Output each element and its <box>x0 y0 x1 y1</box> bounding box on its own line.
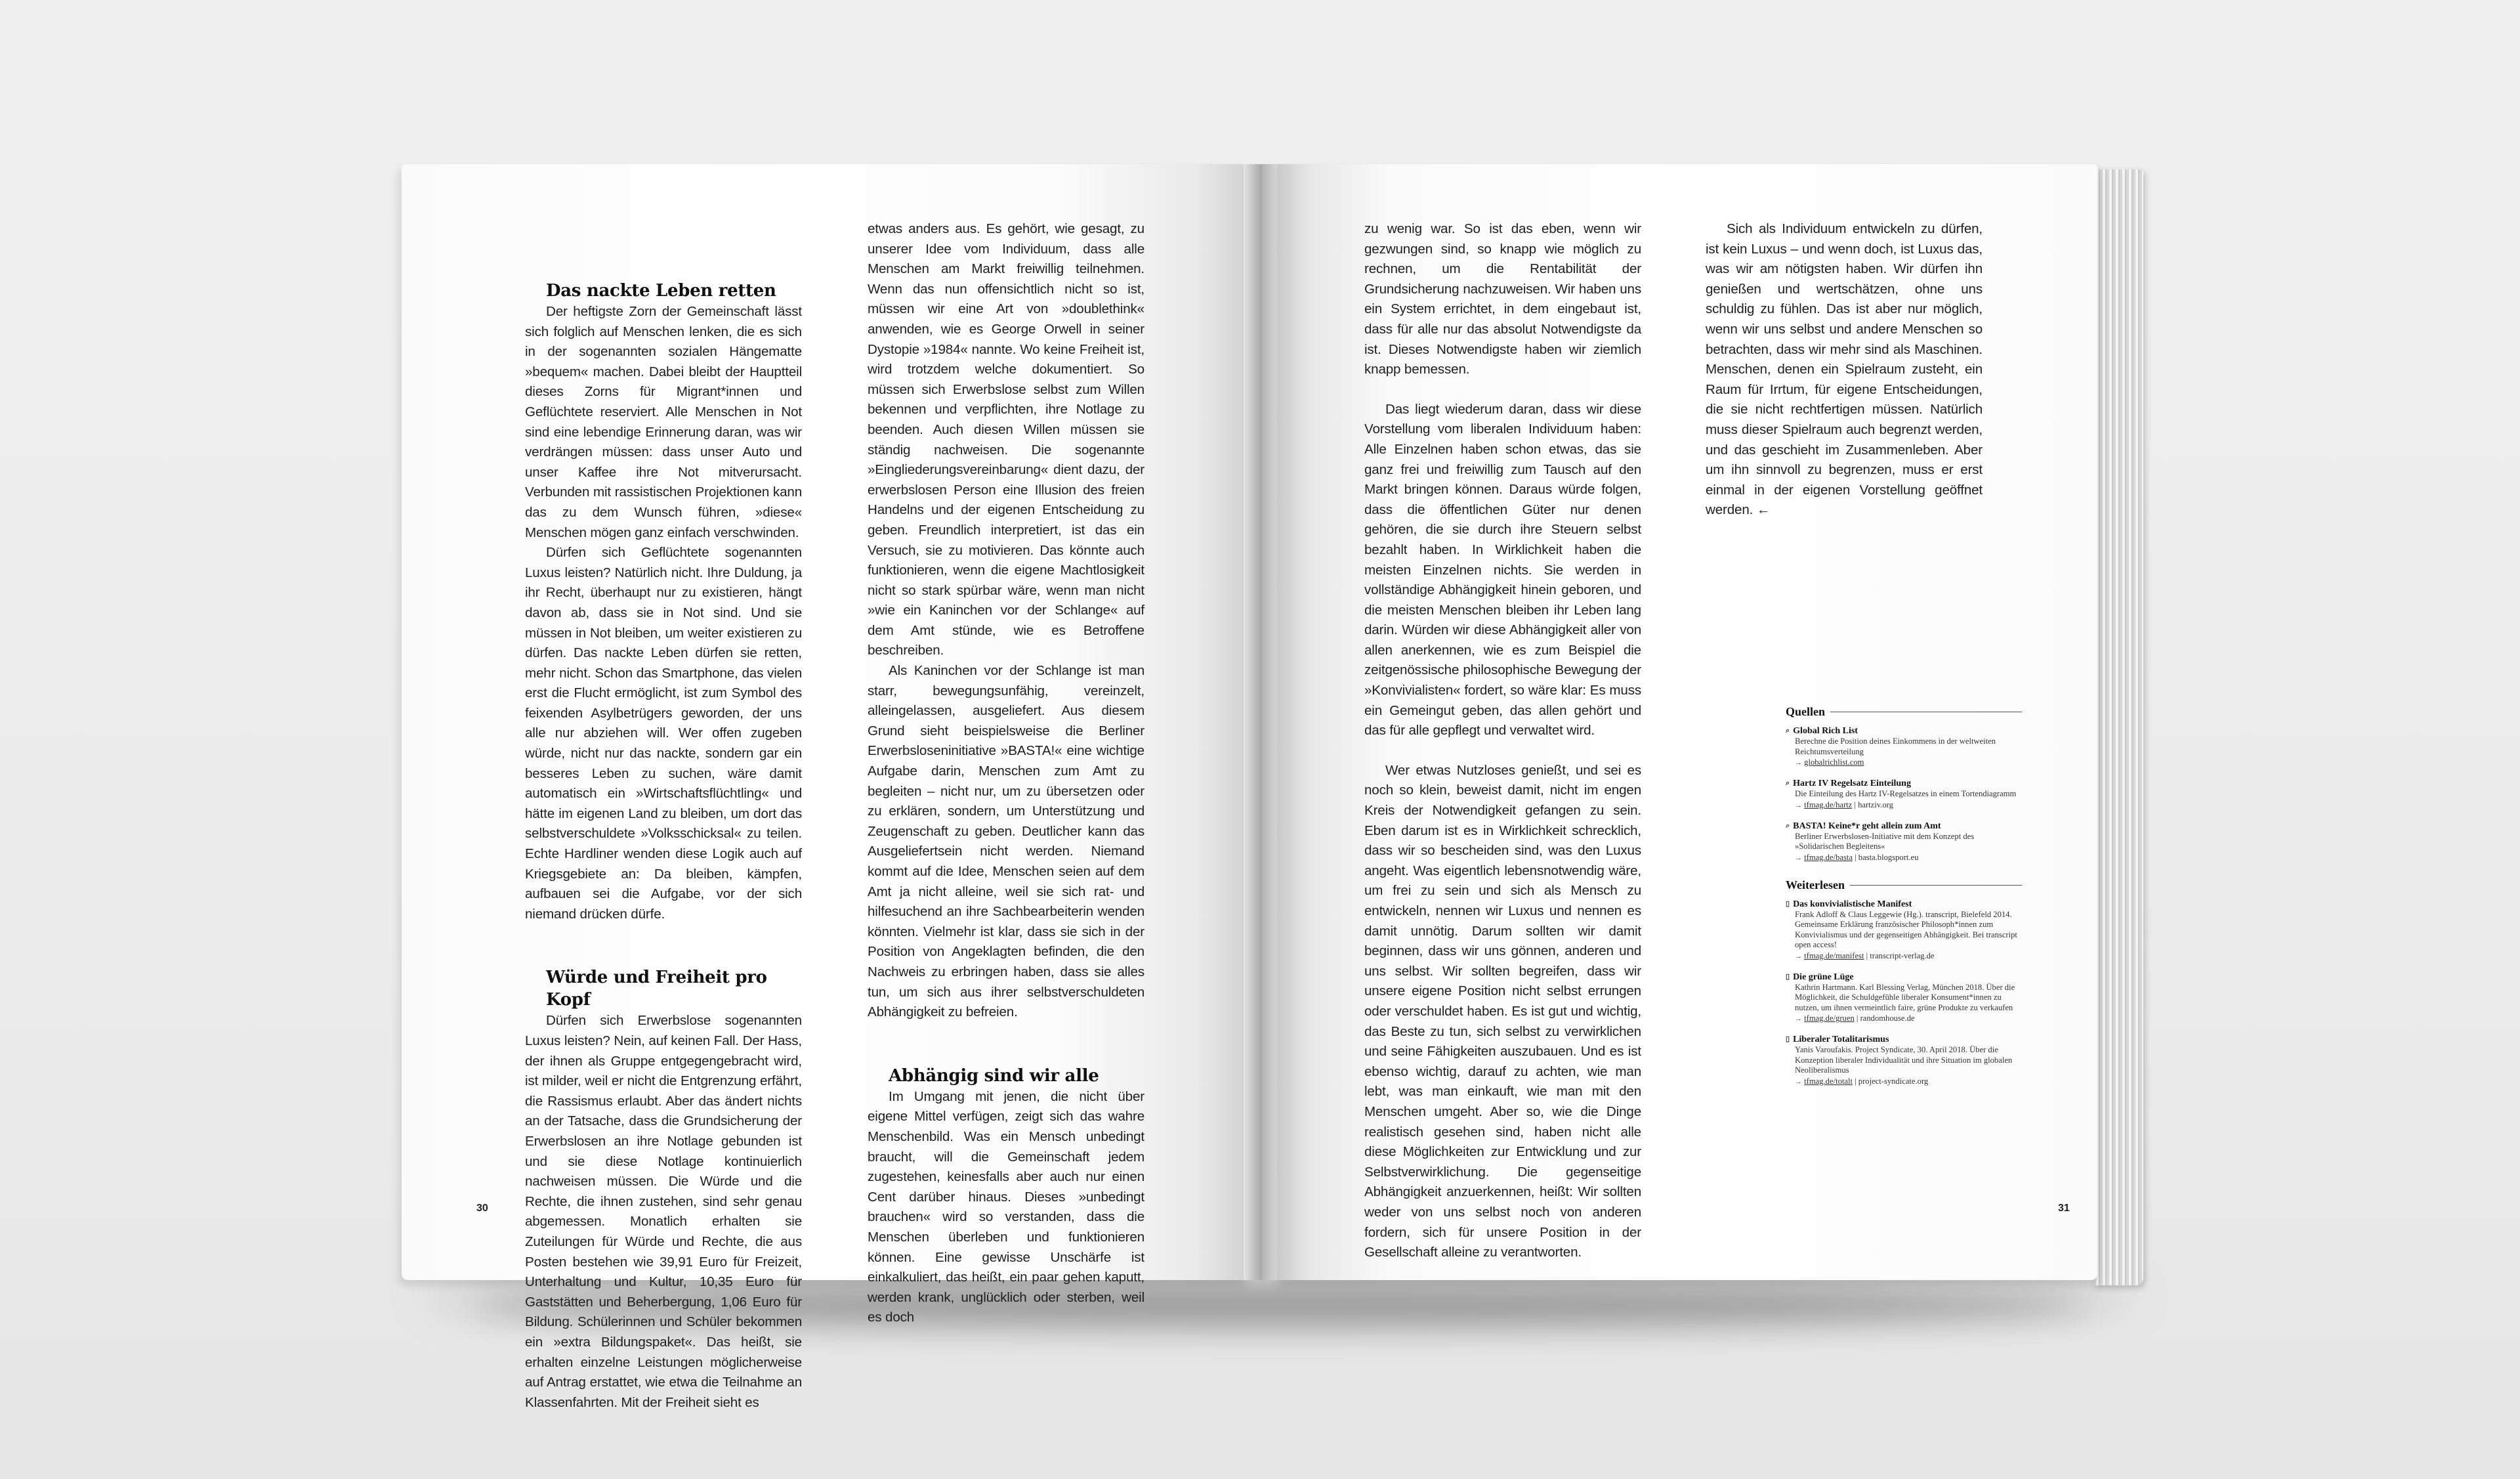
source-link[interactable]: tfmag.de/manifest <box>1804 951 1864 960</box>
section-heading: Würde und Freiheit pro Kopf <box>546 968 767 1010</box>
reading-list <box>1786 899 2022 1088</box>
page-number: 31 <box>2058 1203 2070 1214</box>
entry-links: → tfmag.de/gruen | randomhouse.de <box>1795 1014 1915 1023</box>
left-page <box>402 164 1247 1410</box>
search-icon: ⌕ <box>1786 779 1790 787</box>
paragraph: Das liegt wiederum daran, dass wir diese Vorstellung vom liberalen Individuum haben: Alle Einzelnen haben schon etwas, das sie ganz frei und freiwillig zum Tausch auf den Markt bringen können. Daraus würde folgen, dass die öffentlichen Güter nur denen gehören, die sie durch ihre Steuern selbst bezahlt haben. In Wirklichkeit haben die meisten Einzelnen nichts. Sie werden in vollständige Abhängigkeit hinein geboren, und die meisten Menschen bleiben ihr Leben lang darin. Würden wir diese Abhängigkeit aller von allen anerkennen, wie es zum Beispiel die zeitgenössische philosophische Bewegung der »Konvivialisten« fordert, so wäre klar: Es muss ein Gemeingut geben, das allen gehört und das für alle gepflegt und verwaltet wird. <box>1364 401 1641 739</box>
book-icon: ▯ <box>1786 899 1790 908</box>
source-link-secondary[interactable]: randomhouse.de <box>1860 1014 1915 1023</box>
entry-links: → tfmag.de/totalt | project-syndicate.org <box>1795 1076 1929 1086</box>
right-column-2 <box>1706 219 1983 521</box>
page-number: 30 <box>476 1203 488 1214</box>
entry-description: Yanis Varoufakis. Project Syndicate, 30. April 2018. Über die Konzeption liberaler Individualität und ihre Situation im globalen Neoliberalismus <box>1795 1045 2013 1075</box>
entry-description: Berechne die Position deines Einkommens in der weltweiten Reichtumsverteilung <box>1795 737 1996 756</box>
paragraph: etwas anders aus. Es gehört, wie gesagt, zu unserer Idee vom Individuum, dass alle Menschen am Markt freiwillig teilnehmen. Wenn das nun offensichtlich nicht so ist, müssen wir eine Art von »doublethink« anwenden, wie es George Orwell in seiner Dystopie »1984« nannte. Wo keine Freiheit ist, wird trotzdem welche dokumentiert. So müssen sich Erwerbslose selbst zum Willen bekennen und verpflichten, ihre Notlage zu beenden. Auch diesen Willen müssen sie ständig nachweisen. Die sogenannte »Eingliederungsvereinbarung« dient dazu, der erwerbslosen Person eine Illusion des freien Handelns und der eigenen Entscheidung zu geben. Freundlich interpretiert, ist das ein Versuch, sie zu motivieren. Das könnte auch funktionieren, wenn die eigene Machtlosigkeit nicht so stark spürbar wäre, wenn man nicht »wie ein Kaninchen vor der Schlange« auf dem Amt stünde, wie es Betroffene beschreiben. <box>868 221 1144 658</box>
entry-links: → tfmag.de/manifest | transcript-verlag.de <box>1795 951 1935 960</box>
entry-links: → tfmag.de/hartz | hartziv.org <box>1795 800 1893 809</box>
source-link[interactable]: tfmag.de/totalt <box>1804 1076 1853 1086</box>
left-column-1 <box>525 280 802 1413</box>
source-link-secondary[interactable]: hartziv.org <box>1858 800 1893 809</box>
sidebar-entry <box>1786 725 2022 769</box>
sources-list <box>1786 725 2022 864</box>
entry-title: BASTA! Keine*r geht allein zum Amt <box>1793 821 1941 831</box>
entry-description: Die Einteilung des Hartz IV-Regelsatzes in einem Tortendiagramm <box>1795 789 2017 798</box>
paragraph: Als Kaninchen vor der Schlange ist man starr, bewegungsunfähig, vereinzelt, alleingelassen, ausgeliefert. Aus diesem Grund sieht beispielsweise die Berliner Erwerbsloseninitiative »BASTA!« eine wichtige Aufgabe darin, Menschen zum Amt zu begleiten – nicht nur, um zu übersetzen oder zu erklären, sondern, um Unterstützung und Zeugenschaft zu geben. Deutlicher kann das Ausgeliefertsein nicht werden. Niemand kommt auf die Idee, Menschen seien auf dem Amt ja nicht alleine, weil sie sich rat- und hilfesuchend an ihre Sachbearbeiterin wenden könnten. Vielmehr ist klar, dass sie sich in der Position von Angeklagten befinden, die den Nachweis zu erbringen haben, dass sie alles tun, um sich aus ihrer selbstverschuldeten Abhängigkeit zu befreien. <box>868 663 1144 1020</box>
sidebar-entry <box>1786 899 2022 962</box>
book-icon: ▯ <box>1786 1035 1790 1043</box>
right-page <box>1277 164 2097 1280</box>
section-heading: Das nackte Leben retten <box>546 281 776 301</box>
entry-title: Liberaler Totalitarismus <box>1793 1035 1889 1044</box>
entry-description: Berliner Erwerbslosen-Initiative mit dem Konzept des »Solidarischen Begleitens« <box>1795 831 1975 851</box>
sidebar <box>1786 705 2022 1097</box>
entry-title: Hartz IV Regelsatz Einteilung <box>1793 779 1911 788</box>
entry-title: Global Rich List <box>1793 726 1858 736</box>
paragraph: Sich als Individuum entwickeln zu dürfen, ist kein Luxus – und wenn doch, ist Luxus das, was wir am nötigsten haben. Wir dürfen ihn genießen und wertschätzen, ohne uns schuldig zu fühlen. Das ist aber nur möglich, wenn wir uns selbst und andere Menschen so betrachten, dass wir mehr sind als Maschinen. Menschen, denen ein Spielraum zusteht, ein Raum für Irrtum, für eigene Entscheidungen, die sie nicht rechtfertigen müssen. Natürlich muss dieser Spielraum auch begrenzt werden, und das geschieht im Zusammenleben. Aber um ihn sinnvoll zu begrenzen, muss er erst einmal in der eigenen Vorstellung geöffnet werden. ← <box>1706 221 1983 518</box>
source-link[interactable]: globalrichlist.com <box>1804 758 1864 767</box>
paragraph: zu wenig war. So ist das eben, wenn wir gezwungen sind, so knapp wie möglich zu rechnen, um die Rentabilität der Grundsicherung nachzuweisen. Wir haben uns ein System errichtet, in dem eingebaut ist, dass für alle nur das absolut Notwendigste da ist. Dieses Notwendigste haben wir ziemlich knapp bemessen. <box>1364 221 1641 377</box>
entry-links: → globalrichlist.com <box>1795 758 1864 767</box>
paragraph: Dürfen sich Erwerbslose sogenannten Luxus leisten? Nein, auf keinen Fall. Der Hass, der ihnen als Gruppe entgegengebracht wird, ist milder, weil er nicht die Entgrenzung erfährt, die Rassismus erlaubt. Aber das ändert nichts an der Tatsache, dass die Grundsicherung der Erwerbslosen an ihre Notlage gebunden ist und sie diese Notlage kontinuierlich nachweisen müssen. Die Würde und die Rechte, die ihnen zustehen, sind sehr genau abgemessen. Monatlich erhalten sie Zuteilungen für Würde und Rechte, die aus Posten bestehen wie 39,91 Euro für Freizeit, Unterhaltung und Kultur, 10,35 Euro für Gaststätten und Beherbergung, 1,06 Euro für Bildung. Schülerinnen und Schüler bekommen ein »extra Bildungspaket«. Das heißt, sie erhalten einzelne Leistungen möglicherweise auf Antrag erstattet, wie etwa die Teilnahme an Klassenfahrten. Mit der Freiheit sieht es <box>525 1013 802 1410</box>
search-icon: ⌕ <box>1786 727 1790 735</box>
paragraph: Im Umgang mit jenen, die nicht über eigene Mittel verfügen, zeigt sich das wahre Menschenbild. Was ein Mensch unbedingt braucht, will die Gemeinschaft jedem zugestehen, keinesfalls aber auch nur einen Cent darüber hinaus. Dieses »unbedingt brauchen« wird so verstanden, dass die Menschen überleben und funktionieren können. Eine gewisse Unschärfe ist einkalkuliert, das heißt, ein paar gehen kaputt, werden krank, unglücklich oder sterben, weil es doch <box>868 1088 1144 1325</box>
book-gutter <box>1244 164 1280 1280</box>
source-link[interactable]: tfmag.de/basta <box>1804 852 1853 862</box>
sidebar-entry <box>1786 972 2022 1025</box>
right-column-1 <box>1364 219 1641 1263</box>
sidebar-entry <box>1786 821 2022 864</box>
entry-title: Die grüne Lüge <box>1793 972 1854 982</box>
sidebar-entry <box>1786 778 2022 811</box>
paragraph: Der heftigste Zorn der Gemeinschaft lässt sich folglich auf Menschen lenken, die es sich in der sogenannten sozialen Hängematte »bequem« machen. Dabei bleibt der Hauptteil dieses Zorns für Migrant*innen und Geflüchtete reserviert. Alle Menschen in Not sind eine lebendige Erinnerung daran, was wir verdrängen müssen: dass unser Auto und unser Kaffee ihre Not mitverursacht. Verbunden mit rassistischen Projektionen kann das zu dem Wunsch führen, »diese« Menschen mögen ganz einfach verschwinden. <box>525 304 802 540</box>
source-link[interactable]: tfmag.de/hartz <box>1804 800 1853 809</box>
page-edges <box>2093 169 2143 1285</box>
entry-description: Kathrin Hartmann. Karl Blessing Verlag, München 2018. Über die Möglichkeit, die Schuldgefühle liberaler Konsument*innen zu nutzen, um ihnen vermeintlich faire, grüne Produkte zu verkaufen <box>1795 982 2015 1012</box>
paragraph: Wer etwas Nutzloses genießt, und sei es noch so klein, beweist damit, nicht im engen Kreis der Notwendigkeit gefangen zu sein. Eben darum ist es in Wirklichkeit schrecklich, dass wir so bescheiden sind, was den Luxus angeht. Was eigentlich lebensnotwendig wäre, um frei zu sein und sich als Mensch zu entwickeln, nennen wir Luxus und nennen es damit unnötig. Darum sollten wir damit beginnen, dass wir uns gönnen, anderen und uns selbst. Wir sollten begreifen, dass wir unsere eigene Position nicht selbst errungen oder verschuldet haben. Es ist gut und wichtig, das Beste zu tun, sich selbst zu verwirklichen und seine Fähigkeiten auszubauen. Und es ist ebenso wichtig, darauf zu achten, wie man lebt, was man einkauft, wie man mit den Menschen umgeht. Aber so, wie die Dinge realistisch gesehen sind, haben nicht alle diese Möglichkeiten zur Entwicklung und zur Selbstverwirklichung. Die gegenseitige Abhängigkeit anzuerkennen, heißt: Wir sollten weder von uns selbst noch von anderen fordern, sich für unsere Position in der Gesellschaft alleine zu verantworten. <box>1364 762 1641 1260</box>
section-heading: Abhängig sind wir alle <box>889 1065 1099 1086</box>
source-link-secondary[interactable]: project-syndicate.org <box>1858 1076 1929 1086</box>
book-icon: ▯ <box>1786 972 1790 981</box>
search-icon: ⌕ <box>1786 821 1790 830</box>
entry-links: → tfmag.de/basta | basta.blogsport.eu <box>1795 852 1919 862</box>
sidebar-entry <box>1786 1034 2022 1088</box>
sidebar-heading-weiterlesen: Weiterlesen <box>1786 878 2022 892</box>
source-link-secondary[interactable]: transcript-verlag.de <box>1870 951 1935 960</box>
sidebar-heading-quellen: Quellen <box>1786 705 2022 719</box>
left-column-2 <box>868 219 1144 1328</box>
entry-description: Frank Adloff & Claus Leggewie (Hg.). transcript, Bielefeld 2014. Gemeinsame Erklärung französischer Philosoph*innen zum Konvivialismus und der gegenseitigen Abhängigkeit. Bei transcript open access! <box>1795 909 2017 949</box>
paragraph: Dürfen sich Geflüchtete sogenannten Luxus leisten? Natürlich nicht. Ihre Duldung, ja ihr Recht, überhaupt nur zu existieren, hängt davon ab, dass sie in Not sind. Und sie müssen in Not bleiben, um weiter existieren zu dürfen. Das nackte Leben dürfen sie retten, mehr nicht. Schon das Smartphone, das vielen erst die Flucht ermöglicht, ist zum Symbol des feixenden Asylbetrügers geworden, der uns alle nur abziehen will. Wer offen zugeben würde, nicht nur das nackte, sondern gar ein besseres Leben zu suchen, wäre damit automatisch ein »Wirtschaftsflüchtling« und hätte im eigenen Land zu bleiben, um dort das selbstverschuldete »Volksschicksal« zu teilen. Echte Hardliner wenden diese Logik auch auf Kriegsgebiete an: Da bleiben, kämpfen, aufbauen sei die Aufgabe, vor der sich niemand drücken dürfe. <box>525 545 802 922</box>
source-link[interactable]: tfmag.de/gruen <box>1804 1014 1855 1023</box>
entry-title: Das konvivialistische Manifest <box>1793 899 1912 909</box>
source-link-secondary[interactable]: basta.blogsport.eu <box>1858 852 1919 862</box>
